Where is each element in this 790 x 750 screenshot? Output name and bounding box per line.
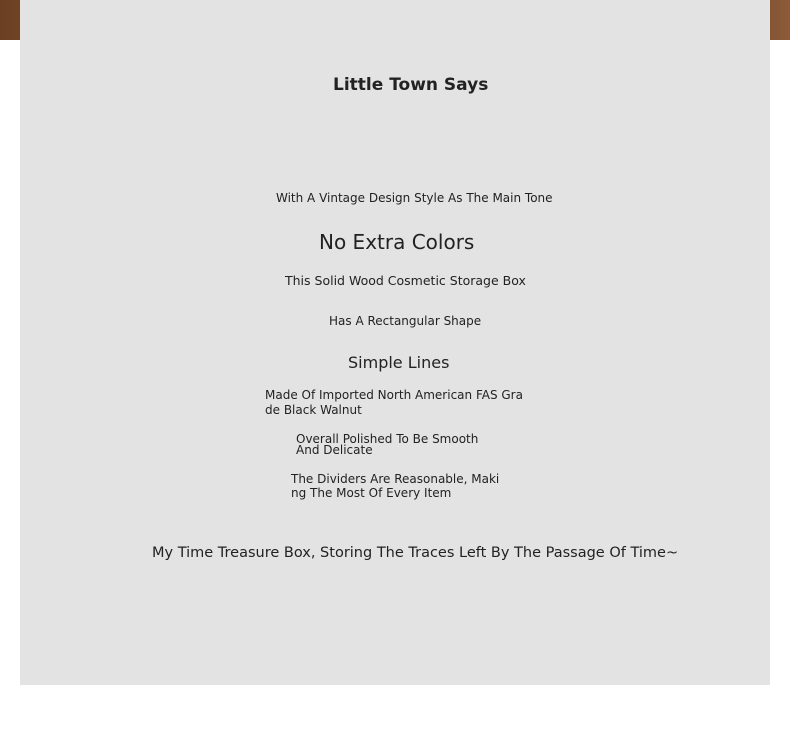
description-line-4: Has A Rectangular Shape — [329, 314, 482, 328]
closing-statement: My Time Treasure Box, Storing The Traces Left By The Passage Of Time~ — [152, 545, 679, 561]
description-line-5: Simple Lines — [348, 353, 450, 372]
description-line-3: This Solid Wood Cosmetic Storage Box — [285, 273, 526, 288]
description-line-7: Overall Polished To Be Smooth And Delicate — [296, 432, 479, 457]
description-line-6: Made Of Imported North American FAS Grade Black Walnut — [265, 388, 523, 417]
description-line-1: With A Vintage Design Style As The Main Tone — [276, 191, 553, 205]
section-title: Little Town Says — [333, 75, 489, 95]
description-line-2: No Extra Colors — [319, 230, 475, 254]
description-panel — [20, 0, 770, 685]
description-line-8: The Dividers Are Reasonable, Making The Most Of Every Item — [291, 472, 500, 500]
